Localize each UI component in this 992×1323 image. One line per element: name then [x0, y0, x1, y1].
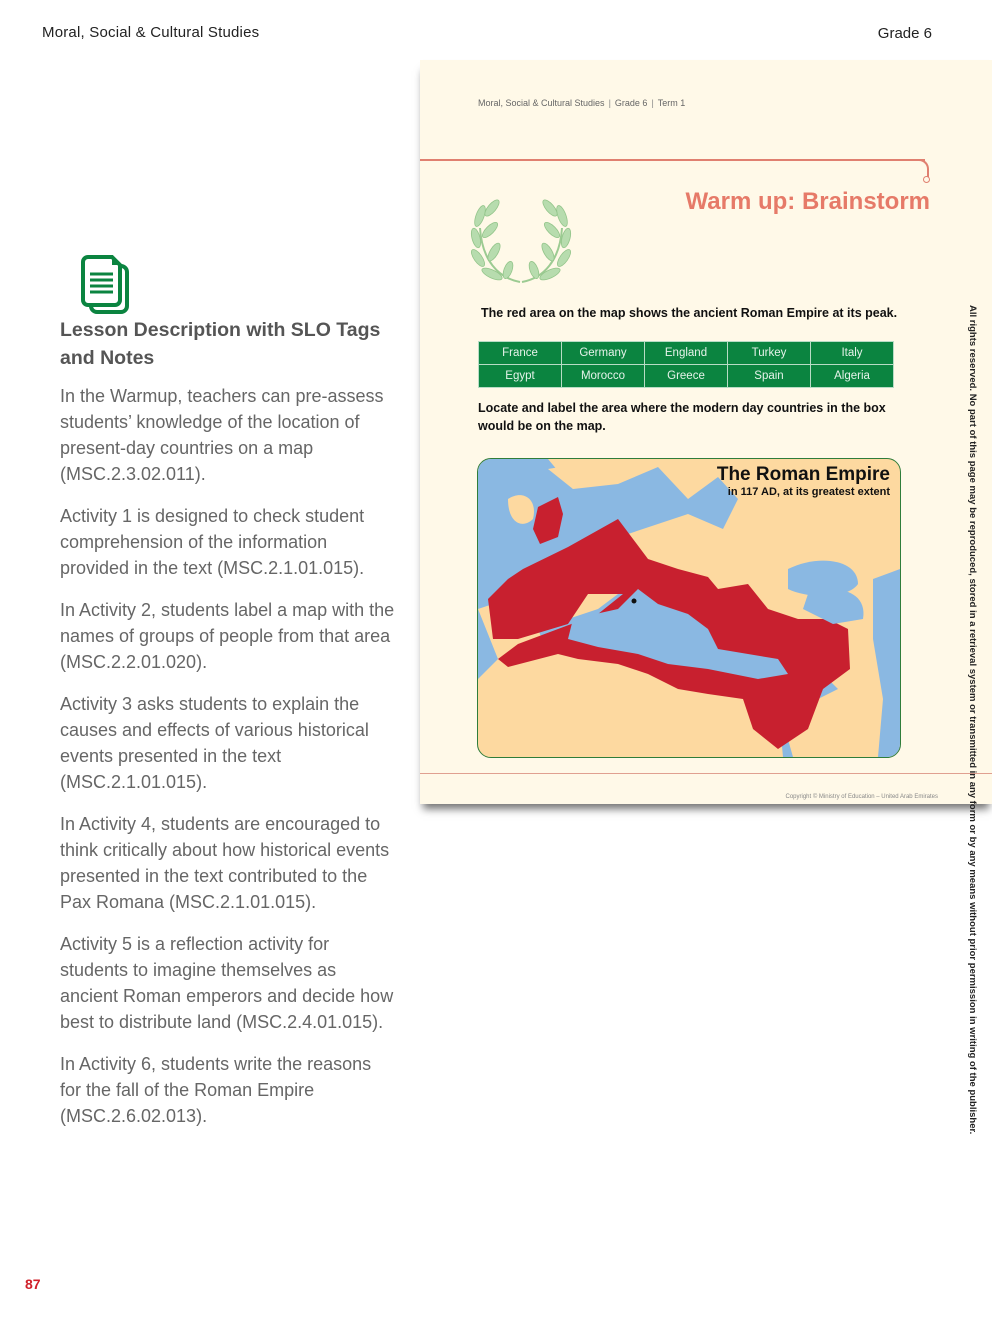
- breadcrumb-term: Term 1: [657, 98, 686, 108]
- note-activity-5: Activity 5 is a reflection activity for students to imagine themselves as ancient Roman emperors and decide how best to distribute land (MSC.2.4.01.015).: [60, 934, 394, 1032]
- country-cell: Germany: [562, 342, 645, 365]
- breadcrumb-grade: Grade 6: [614, 98, 648, 108]
- instruction-label-map: Locate and label the area where the modern day countries in the box would be on the map.: [478, 401, 886, 433]
- section-title: Warm up: Brainstorm: [685, 188, 930, 215]
- note-activity-3: Activity 3 asks students to explain the causes and effects of various historical events presented in the text (MSC.2.1.01.015).: [60, 694, 369, 792]
- lesson-title: Lesson Description with SLO Tags and Notes: [60, 319, 381, 369]
- divider-bottom: [420, 773, 992, 774]
- divider-curve: [917, 159, 929, 177]
- breadcrumb-subject: Moral, Social & Cultural Studies: [478, 98, 605, 108]
- country-word-box: [478, 341, 894, 388]
- map-title: The Roman Empire: [716, 464, 890, 485]
- country-cell: Morocco: [562, 365, 645, 388]
- table-row: [479, 342, 894, 365]
- country-cell: France: [479, 342, 562, 365]
- copyright-text: Copyright © Ministry of Education – United Arab Emirates: [785, 794, 938, 800]
- instruction-map-intro: The red area on the map shows the ancient Roman Empire at its peak.: [481, 306, 898, 320]
- country-cell: Italy: [811, 342, 894, 365]
- lesson-notes: [60, 383, 395, 1145]
- roman-empire-map: [477, 458, 901, 758]
- divider-dot: [923, 176, 930, 183]
- note-activity-1: Activity 1 is designed to check student comprehension of the information provided in the text (MSC.2.1.01.015).: [60, 506, 365, 578]
- note-activity-2: In Activity 2, students label a map with the names of groups of people from that area (MSC.2.2.01.020).: [60, 600, 395, 672]
- map-title-block: [717, 464, 890, 498]
- rights-notice-text: All rights reserved. No part of this page may be reproduced, stored in a retrieval system or transmitted in any form or by any means without prior permission in writing of the publisher.: [967, 305, 978, 1135]
- country-cell: Egypt: [479, 365, 562, 388]
- country-cell: Turkey: [728, 342, 811, 365]
- rights-notice: [966, 305, 978, 1135]
- note-warmup: In the Warmup, teachers can pre-assess students’ knowledge of the location of present-day countries on a map (MSC.2.3.02.011).: [60, 386, 384, 484]
- rome-marker: [632, 599, 637, 604]
- country-cell: England: [645, 342, 728, 365]
- country-cell: Algeria: [811, 365, 894, 388]
- note-activity-6: In Activity 6, students write the reasons for the fall of the Roman Empire (MSC.2.6.02.013).: [60, 1054, 372, 1126]
- header-subject: Moral, Social & Cultural Studies: [42, 24, 260, 41]
- header-grade: Grade 6: [877, 25, 932, 42]
- country-cell: Greece: [645, 365, 728, 388]
- country-cell: Spain: [728, 365, 811, 388]
- breadcrumb: Moral, Social & Cultural Studies | Grade 6 | Term 1: [478, 98, 686, 108]
- divider-top: [420, 159, 925, 161]
- table-row: [479, 365, 894, 388]
- page-number: 87: [25, 1276, 41, 1292]
- laurel-wreath-icon: [468, 198, 574, 288]
- document-copy-icon: [78, 254, 132, 316]
- map-subtitle: in 117 AD, at its greatest extent: [727, 486, 890, 498]
- map-graphic: [478, 459, 900, 757]
- student-page-preview: [420, 60, 992, 804]
- note-activity-4: In Activity 4, students are encouraged to think critically about how historical events presented in the text contributed to the Pax Romana (MSC.2.1.01.015).: [60, 814, 390, 912]
